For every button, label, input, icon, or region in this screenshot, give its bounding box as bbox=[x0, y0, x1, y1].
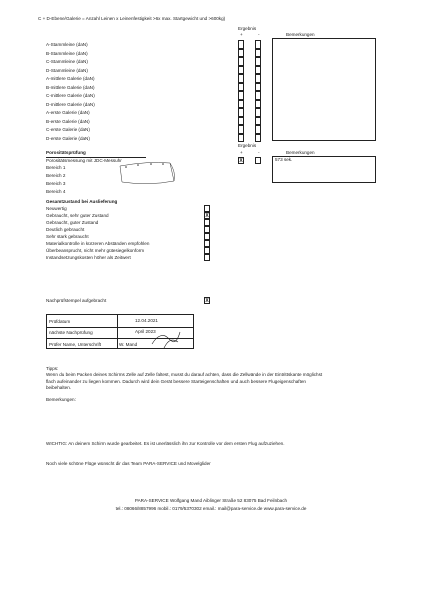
porosity-area: Bereich 1 bbox=[46, 165, 66, 170]
pruefdatum-value[interactable]: 12.04.2021 bbox=[135, 318, 158, 323]
ergebnis-checkbox[interactable] bbox=[255, 66, 261, 75]
porosity-title: Porositätsprüfung bbox=[46, 150, 86, 155]
porosity-subtitle: Porositätsmessung mit JDC-Messuhr bbox=[46, 158, 122, 163]
naechste-nachpruefung-label: nächste Nachprüfung bbox=[49, 330, 93, 335]
stamp-label: Nachprüfstempel aufgebracht bbox=[46, 298, 107, 303]
bemerkungen-label-top: Bemerkungen bbox=[286, 32, 315, 37]
porosity-plus-checkbox[interactable]: X bbox=[239, 158, 243, 164]
ergebnis-checkbox[interactable] bbox=[238, 74, 244, 83]
condition-checkbox[interactable] bbox=[204, 226, 210, 233]
line-label: D-Stammleine (daN) bbox=[46, 67, 88, 73]
ergebnis-checkbox[interactable] bbox=[255, 125, 261, 134]
ergebnis-checkbox[interactable] bbox=[238, 108, 244, 117]
ergebnis-checkbox[interactable] bbox=[238, 40, 244, 49]
ergebnis-checkbox[interactable] bbox=[255, 49, 261, 58]
pruefdatum-label: Prüfdatum bbox=[49, 319, 71, 324]
ergebnis-checkbox[interactable] bbox=[238, 91, 244, 100]
condition-checkbox[interactable] bbox=[204, 254, 210, 261]
line-label: C-mittlere Galerie (daN) bbox=[46, 93, 95, 98]
plus-label-top: + bbox=[240, 32, 243, 37]
tips-label: Tipps: bbox=[46, 366, 59, 371]
line-label: C-erste Galerie (daN) bbox=[46, 127, 90, 132]
ergebnis-checkbox[interactable] bbox=[255, 100, 261, 109]
bemerkungen-box-porosity[interactable] bbox=[272, 156, 376, 183]
ergebnis-checkbox[interactable] bbox=[255, 134, 261, 143]
tips-line: Wenn du beim Packen deines Schirms Zelle auf Zelle faltest, musst du darauf achten, dass die Zellwände in der Eintrittskante möglichst bbox=[46, 372, 323, 377]
ergebnis-checkbox[interactable] bbox=[238, 57, 244, 66]
porosity-area: Bereich 3 bbox=[46, 181, 66, 186]
condition-item: Gebraucht, guter Zustand bbox=[46, 220, 99, 225]
line-label: B-erste Galerie (daN) bbox=[46, 118, 90, 124]
warning-text: WICHTIG: An deinem Schirm wurde gearbeitet. Es ist unerlässlich ihn zur Kontrolle vor dem ersten Flug aufzuziehen. bbox=[46, 441, 285, 446]
ergebnis-checkbox[interactable] bbox=[255, 74, 261, 83]
porosity-remark: 573 sek. bbox=[275, 157, 293, 162]
stamp-checkbox[interactable]: X bbox=[205, 298, 209, 304]
wing-sketch-icon bbox=[118, 160, 178, 190]
condition-item: Deutlich gebraucht bbox=[46, 227, 85, 232]
pruefer-label: Prüfer Name, Unterschrift bbox=[49, 342, 102, 347]
bemerkungen-footer-label: Bemerkungen: bbox=[46, 397, 76, 402]
ergebnis-checkbox[interactable] bbox=[238, 83, 244, 92]
minus-label-porosity: - bbox=[258, 150, 260, 155]
ergebnis-checkbox[interactable] bbox=[238, 125, 244, 134]
condition-item: Überbeansprucht, nicht mehr gütesiegelkonform bbox=[46, 248, 145, 253]
tips-line: beibehalten. bbox=[46, 385, 72, 390]
porosity-area: Bereich 2 bbox=[46, 173, 66, 178]
condition-checkbox[interactable]: X bbox=[205, 213, 209, 219]
ergebnis-checkbox[interactable] bbox=[238, 134, 244, 143]
ergebnis-checkbox[interactable] bbox=[255, 108, 261, 117]
ergebnis-checkbox[interactable] bbox=[255, 91, 261, 100]
pruefer-value[interactable]: W. Mand bbox=[119, 342, 138, 347]
greeting-text: Noch viele schöne Flüge wünscht dir das Team PARA-SERVICE und Movelglider bbox=[46, 461, 211, 466]
footer-line2: tel.: 08066/8857996 mobil.: 0179/5370302 email.: mail@para-service.de www.para-service.de bbox=[115, 506, 307, 511]
line-label: A-mittlere Galerie (daN) bbox=[46, 76, 95, 81]
tips-line: flach aufeinander zu liegen kommen. Dadurch wird dein Gerät bessere Starteigenschaften und auch bessere Flugeigenschaften bbox=[46, 378, 306, 384]
ergebnis-label-top: Ergebnis bbox=[238, 26, 257, 31]
line-label: D-mittlere Galerie (daN) bbox=[46, 101, 95, 107]
ergebnis-checkbox[interactable] bbox=[255, 117, 261, 126]
condition-item: Gebraucht, sehr guter Zustand bbox=[46, 213, 109, 218]
condition-item: Sehr stark gebraucht bbox=[46, 234, 89, 239]
line-label: C-Stammleine (daN) bbox=[46, 59, 88, 64]
header-text: C + D-Ebene/Galerie = Anzahl Leinen x Leinenfestigkeit >6x max. Startgewicht und >600kg) bbox=[38, 16, 226, 21]
condition-checkbox[interactable] bbox=[204, 240, 210, 247]
condition-checkbox[interactable] bbox=[204, 219, 210, 226]
line-label: A-Stammleine (daN) bbox=[46, 42, 88, 47]
condition-item: Materialkontrolle in kürzeren Abständen empfohlen bbox=[46, 241, 150, 246]
minus-label-top: - bbox=[258, 32, 260, 37]
condition-item: Neuwertig bbox=[46, 206, 67, 211]
plus-label-porosity: + bbox=[240, 150, 243, 155]
ergebnis-checkbox[interactable] bbox=[238, 66, 244, 75]
ergebnis-checkbox[interactable] bbox=[255, 83, 261, 92]
ergebnis-checkbox[interactable] bbox=[255, 40, 261, 49]
porosity-area: Bereich 4 bbox=[46, 189, 66, 194]
line-label: A-erste Galerie (daN) bbox=[46, 110, 90, 115]
bemerkungen-box-top[interactable] bbox=[272, 38, 376, 141]
bemerkungen-label-porosity: Bemerkungen bbox=[286, 150, 315, 155]
condition-checkbox[interactable] bbox=[204, 247, 210, 254]
naechste-nachpruefung-value[interactable]: April 2023 bbox=[135, 329, 156, 334]
line-label: D-erste Galerie (daN) bbox=[46, 135, 90, 141]
line-label: B-Stammleine (daN) bbox=[46, 50, 88, 56]
condition-item: Instandsetzungskosten höher als Zeitwert bbox=[46, 255, 131, 260]
signature-icon bbox=[150, 330, 184, 350]
condition-checkbox[interactable] bbox=[204, 233, 210, 240]
condition-title: Gesamtzustand bei Auslieferung bbox=[46, 199, 118, 204]
line-label: B-mittlere Galerie (daN) bbox=[46, 84, 95, 90]
footer-line1: PARA-SERVICE Wolfgang Mand Aiblinger Straße 52 83075 Bad Feilnbach bbox=[134, 498, 288, 503]
porosity-minus-checkbox[interactable] bbox=[255, 157, 261, 164]
ergebnis-label-porosity: Ergebnis bbox=[238, 143, 257, 148]
ergebnis-checkbox[interactable] bbox=[238, 100, 244, 109]
ergebnis-checkbox[interactable] bbox=[238, 49, 244, 58]
condition-checkbox[interactable] bbox=[204, 205, 210, 212]
ergebnis-checkbox[interactable] bbox=[238, 117, 244, 126]
ergebnis-checkbox[interactable] bbox=[255, 57, 261, 66]
